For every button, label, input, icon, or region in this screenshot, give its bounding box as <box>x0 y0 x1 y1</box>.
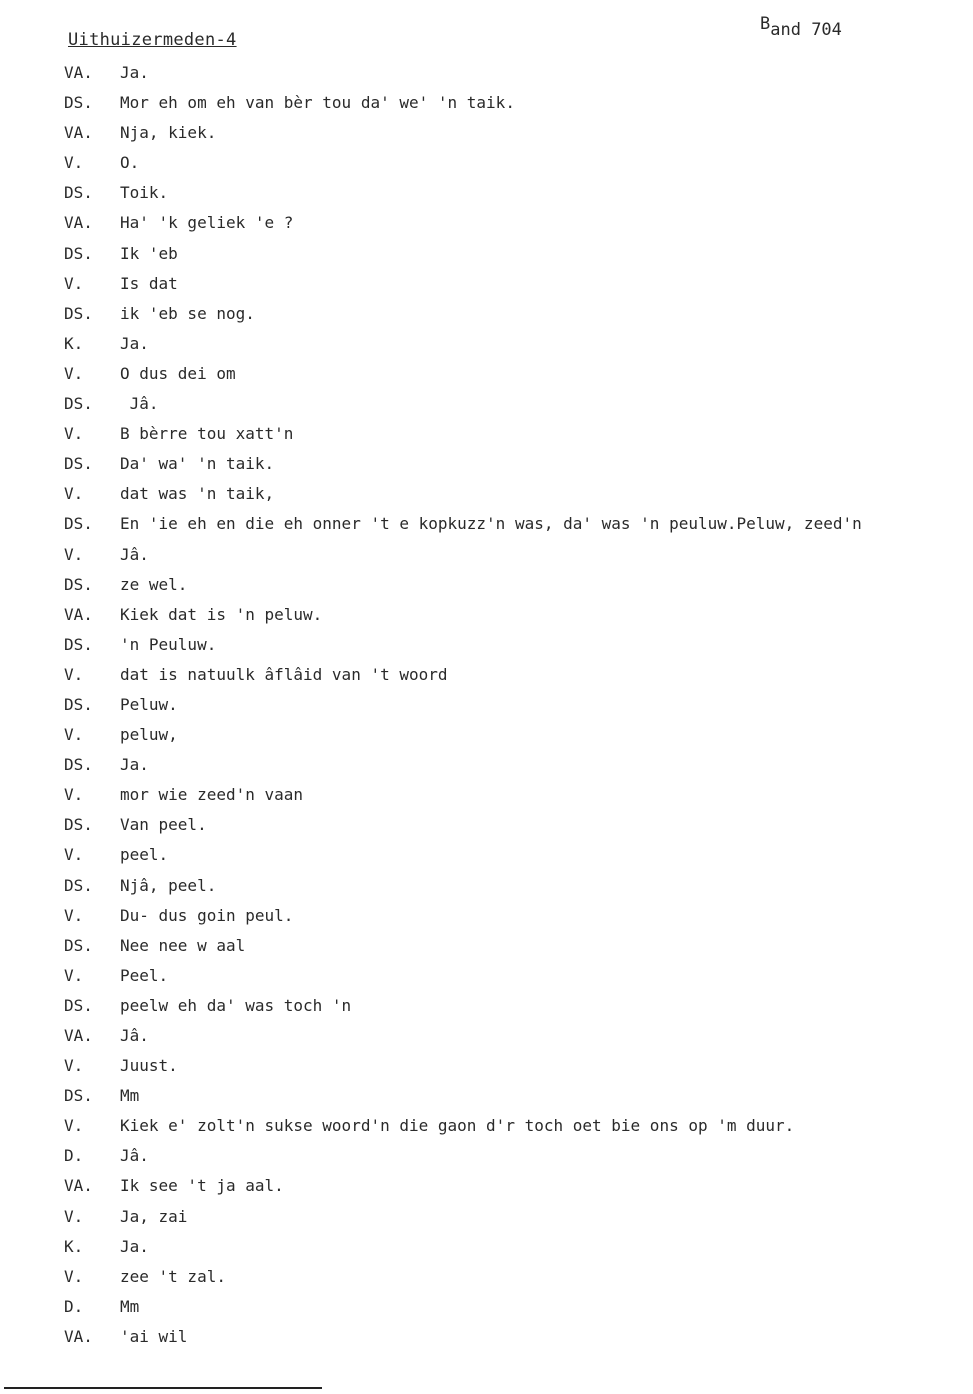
transcript-line <box>60 1111 960 1141</box>
speaker-label: D. <box>64 1296 84 1316</box>
utterance-text: Da' wa' 'n taik. <box>120 454 275 474</box>
utterance-text: Jâ. <box>120 544 149 564</box>
speaker-label: DS. <box>64 634 93 654</box>
transcript-line <box>60 359 960 389</box>
speaker-label: V. <box>64 1206 84 1226</box>
utterance-text: mor wie zeed'n vaan <box>120 785 304 805</box>
utterance-text: Du- dus goin peul. <box>120 905 294 925</box>
speaker-label: DS. <box>64 875 93 895</box>
transcript-line <box>60 148 960 178</box>
transcript-line <box>60 329 960 359</box>
utterance-text: Ja, zai <box>120 1206 188 1226</box>
utterance-text: Jâ. <box>120 1146 149 1166</box>
speaker-label: DS. <box>64 243 93 263</box>
speaker-label: DS. <box>64 303 93 323</box>
transcript-line <box>60 58 960 88</box>
transcript-line <box>60 690 960 720</box>
speaker-label: V. <box>64 153 84 173</box>
transcript-line <box>60 389 960 419</box>
utterance-text: Peluw. <box>120 694 178 714</box>
transcript-line <box>60 419 960 449</box>
speaker-label: V. <box>64 725 84 745</box>
utterance-text: Ja. <box>120 755 149 775</box>
utterance-text: Toik. <box>120 183 169 203</box>
transcript-line <box>60 600 960 630</box>
utterance-text: Mm <box>120 1296 140 1316</box>
transcript-line <box>60 1322 960 1352</box>
speaker-label: V. <box>64 1266 84 1286</box>
utterance-text: peelw eh da' was toch 'n <box>120 995 352 1015</box>
footer-rule <box>4 1387 322 1389</box>
transcript-line <box>60 449 960 479</box>
speaker-label: VA. <box>64 1326 93 1346</box>
speaker-label: V. <box>64 484 84 504</box>
utterance-text: B bèrre tou xatt'n <box>120 424 294 444</box>
speaker-label: VA. <box>64 123 93 143</box>
transcript-line <box>60 780 960 810</box>
speaker-label: DS. <box>64 514 93 534</box>
transcript-line <box>60 1262 960 1292</box>
utterance-text: zee 't zal. <box>120 1266 226 1286</box>
transcript-line <box>60 810 960 840</box>
document-title: Uithuizermeden-4 <box>68 30 237 50</box>
transcript-line <box>60 750 960 780</box>
transcript-line <box>60 540 960 570</box>
speaker-label: VA. <box>64 1026 93 1045</box>
transcript-line <box>60 178 960 208</box>
speaker-label: DS. <box>64 755 93 775</box>
utterance-text: Ja. <box>120 1236 149 1256</box>
speaker-label: VA. <box>64 63 93 82</box>
transcript-line <box>60 1232 960 1262</box>
transcript-line <box>60 871 960 901</box>
speaker-label: DS. <box>64 1086 93 1106</box>
speaker-label: V. <box>64 785 84 805</box>
speaker-label: V. <box>64 273 84 293</box>
utterance-text: O dus dei om <box>120 363 236 383</box>
speaker-label: V. <box>64 544 84 564</box>
transcript-line <box>60 1141 960 1171</box>
utterance-text: O. <box>120 153 140 173</box>
transcript-line <box>60 901 960 931</box>
transcript-line <box>60 1081 960 1111</box>
speaker-label: VA. <box>64 1176 93 1196</box>
utterance-text: peel. <box>120 845 169 865</box>
utterance-text: 'ai wil <box>120 1326 188 1346</box>
transcript-line <box>60 269 960 299</box>
speaker-label: V. <box>64 424 84 444</box>
utterance-text: ze wel. <box>120 574 188 594</box>
speaker-label: V. <box>64 845 84 865</box>
transcript-line <box>60 1051 960 1081</box>
transcript-line <box>60 1292 960 1322</box>
utterance-text: Peel. <box>120 965 169 985</box>
speaker-label: V. <box>64 363 84 383</box>
transcript-line <box>60 1171 960 1201</box>
transcript-line <box>60 118 960 148</box>
speaker-label: DS. <box>64 815 93 835</box>
utterance-text: En 'ie eh en die eh onner 't e kopkuzz'n was, da' was 'n peuluw.Peluw, zeed'n <box>120 514 862 534</box>
transcript-line <box>60 570 960 600</box>
utterance-text: Juust. <box>120 1056 178 1076</box>
transcript-line <box>60 931 960 961</box>
utterance-text: Mor eh om eh van bèr tou da' we' 'n taik. <box>120 93 515 113</box>
utterance-text: dat is natuulk âflâid van 't woord <box>120 664 448 684</box>
transcript-line <box>60 88 960 118</box>
transcript-line <box>60 479 960 509</box>
band-label: and 704 <box>770 20 842 40</box>
utterance-text: Ja. <box>120 333 149 353</box>
utterance-text: Kiek dat is 'n peluw. <box>120 604 323 624</box>
speaker-label: V. <box>64 1116 84 1136</box>
transcript-line <box>60 509 960 539</box>
band-prefix: B <box>760 14 771 34</box>
speaker-label: DS. <box>64 694 93 714</box>
utterance-text: Ha' 'k geliek 'e ? <box>120 213 294 233</box>
speaker-label: K. <box>64 333 84 353</box>
speaker-label: DS. <box>64 454 93 474</box>
transcript-line <box>60 660 960 690</box>
speaker-label: DS. <box>64 935 93 955</box>
transcript-line <box>60 1202 960 1232</box>
utterance-text: Is dat <box>120 273 178 293</box>
speaker-label: V. <box>64 965 84 985</box>
speaker-label: V. <box>64 905 84 925</box>
utterance-text: dat was 'n taik, <box>120 484 275 504</box>
utterance-text: Ik see 't ja aal. <box>120 1176 284 1196</box>
band-number <box>760 14 842 40</box>
transcript-line <box>60 961 960 991</box>
speaker-label: DS. <box>64 93 93 113</box>
speaker-label: V. <box>64 1056 84 1076</box>
speaker-label: VA. <box>64 604 93 624</box>
transcript-line <box>60 208 960 238</box>
speaker-label: D. <box>64 1146 84 1166</box>
transcript-line <box>60 239 960 269</box>
speaker-label: DS. <box>64 995 93 1015</box>
utterance-text: Nja, kiek. <box>120 123 217 143</box>
speaker-label: DS. <box>64 574 93 594</box>
utterance-text: Njâ, peel. <box>120 875 217 895</box>
speaker-label: V. <box>64 664 84 684</box>
transcript-line <box>60 1021 960 1051</box>
transcript-line <box>60 630 960 660</box>
speaker-label: DS. <box>64 183 93 203</box>
transcript-line <box>60 299 960 329</box>
utterance-text: ik 'eb se nog. <box>120 303 255 323</box>
utterance-text: peluw, <box>120 725 178 745</box>
transcript-line <box>60 991 960 1021</box>
utterance-text: 'n Peuluw. <box>120 634 217 654</box>
utterance-text: Kiek e' zolt'n sukse woord'n die gaon d'r toch oet bie ons op 'm duur. <box>120 1116 795 1136</box>
utterance-text: Mm <box>120 1086 140 1106</box>
utterance-text: Ja. <box>120 63 149 82</box>
utterance-text: Nee nee w aal <box>120 935 246 955</box>
speaker-label: VA. <box>64 213 93 233</box>
utterance-text: Ik 'eb <box>120 243 178 263</box>
utterance-text: Jâ. <box>120 1026 149 1045</box>
utterance-text: Jâ. <box>120 394 159 414</box>
transcript-lines <box>60 58 960 1352</box>
speaker-label: DS. <box>64 394 93 414</box>
transcript-line <box>60 720 960 750</box>
utterance-text: Van peel. <box>120 815 207 835</box>
speaker-label: K. <box>64 1236 84 1256</box>
transcript-line <box>60 840 960 870</box>
